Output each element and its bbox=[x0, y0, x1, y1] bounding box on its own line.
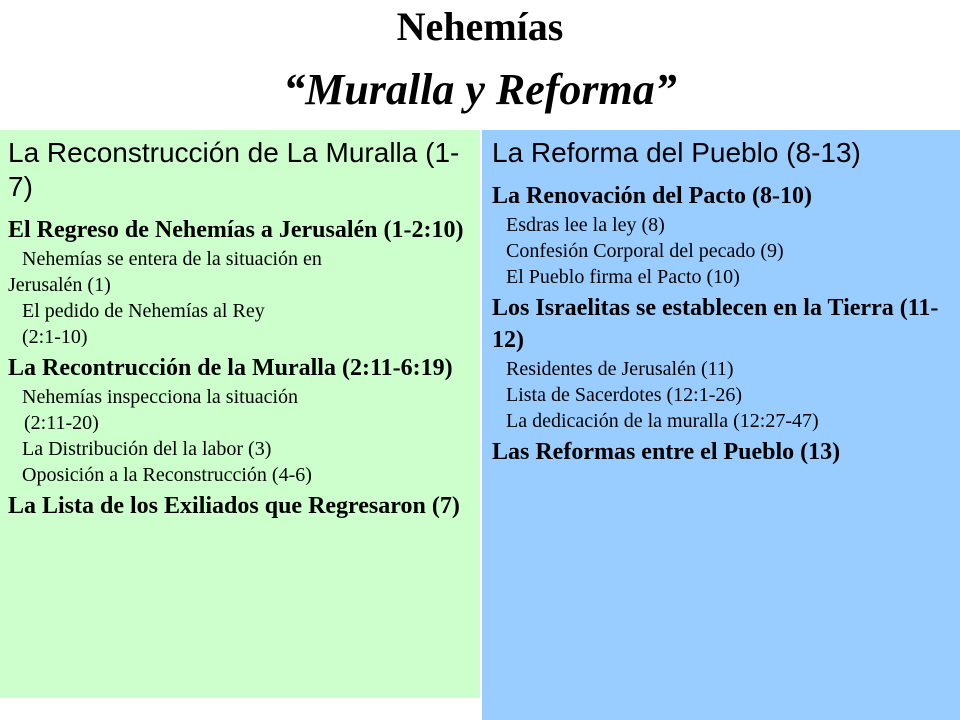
list-item-text: El Pueblo firma el Pacto (10) bbox=[506, 266, 740, 288]
list-item-text: Nehemías inspecciona la situación bbox=[22, 386, 299, 408]
bullet-icon bbox=[8, 384, 22, 410]
list-item bbox=[8, 324, 472, 350]
list-item bbox=[8, 436, 472, 462]
list-item bbox=[8, 272, 472, 298]
list-item-text: El pedido de Nehemías al Rey bbox=[22, 300, 265, 322]
list-item bbox=[492, 408, 952, 434]
bullet-icon bbox=[8, 246, 22, 272]
list-item bbox=[8, 462, 472, 488]
bullet-icon bbox=[492, 356, 506, 382]
list-item-text: Confesión Corporal del pecado (9) bbox=[506, 240, 784, 262]
list-item-text: La Distribución del la labor (3) bbox=[22, 438, 272, 460]
list-item-text: La dedicación de la muralla (12:27-47) bbox=[506, 410, 819, 432]
right-section-1-title: La Renovación del Pacto (8-10) bbox=[492, 183, 812, 209]
bullet-icon bbox=[8, 436, 22, 462]
bullet-icon bbox=[492, 238, 506, 264]
list-item bbox=[8, 410, 472, 436]
bullet-icon bbox=[8, 324, 22, 350]
left-section-2-title: La Recontrucción de la Muralla (2:11-6:19) bbox=[8, 355, 453, 381]
bullet-icon bbox=[492, 408, 506, 434]
title-line-1: Nehemías bbox=[396, 4, 564, 49]
right-column-heading: La Reforma del Pueblo (8-13) bbox=[492, 137, 861, 168]
list-item bbox=[8, 246, 472, 272]
list-item-text: Residentes de Jerusalén (11) bbox=[506, 358, 734, 380]
list-item bbox=[8, 298, 472, 324]
left-column-heading: La Reconstrucción de La Muralla (1-7) bbox=[8, 137, 460, 202]
list-item bbox=[492, 356, 952, 382]
list-item-text: (2:1-10) bbox=[22, 326, 88, 348]
list-item-text: Lista de Sacerdotes (12:1-26) bbox=[506, 384, 743, 406]
list-item-text: Nehemías se entera de la situación en bbox=[22, 248, 322, 270]
right-column bbox=[482, 130, 960, 720]
bullet-icon bbox=[492, 264, 506, 290]
bullet-icon bbox=[8, 298, 22, 324]
slide-title bbox=[0, 0, 960, 130]
bullet-icon bbox=[492, 382, 506, 408]
right-section-3-title: Las Reformas entre el Pueblo (13) bbox=[492, 439, 841, 465]
list-item bbox=[492, 382, 952, 408]
left-section-1-title: El Regreso de Nehemías a Jerusalén (1-2:10) bbox=[8, 217, 464, 243]
bullet-icon bbox=[492, 212, 506, 238]
list-item bbox=[492, 238, 952, 264]
right-section-2-title: Los Israelitas se establecen en la Tierra (11-12) bbox=[492, 295, 939, 353]
left-column bbox=[0, 130, 480, 698]
list-item-text: (2:11-20) bbox=[24, 412, 99, 434]
list-item bbox=[492, 212, 952, 238]
list-item-text: Esdras lee la ley (8) bbox=[506, 214, 665, 236]
bullet-icon bbox=[8, 462, 22, 488]
list-item-text: Jerusalén (1) bbox=[8, 274, 111, 296]
list-item bbox=[492, 264, 952, 290]
list-item bbox=[8, 384, 472, 410]
list-item-text: Oposición a la Reconstrucción (4-6) bbox=[22, 464, 312, 486]
title-line-2: “Muralla y Reforma” bbox=[283, 65, 677, 114]
left-section-3-title: La Lista de los Exiliados que Regresaron (7) bbox=[8, 493, 460, 519]
